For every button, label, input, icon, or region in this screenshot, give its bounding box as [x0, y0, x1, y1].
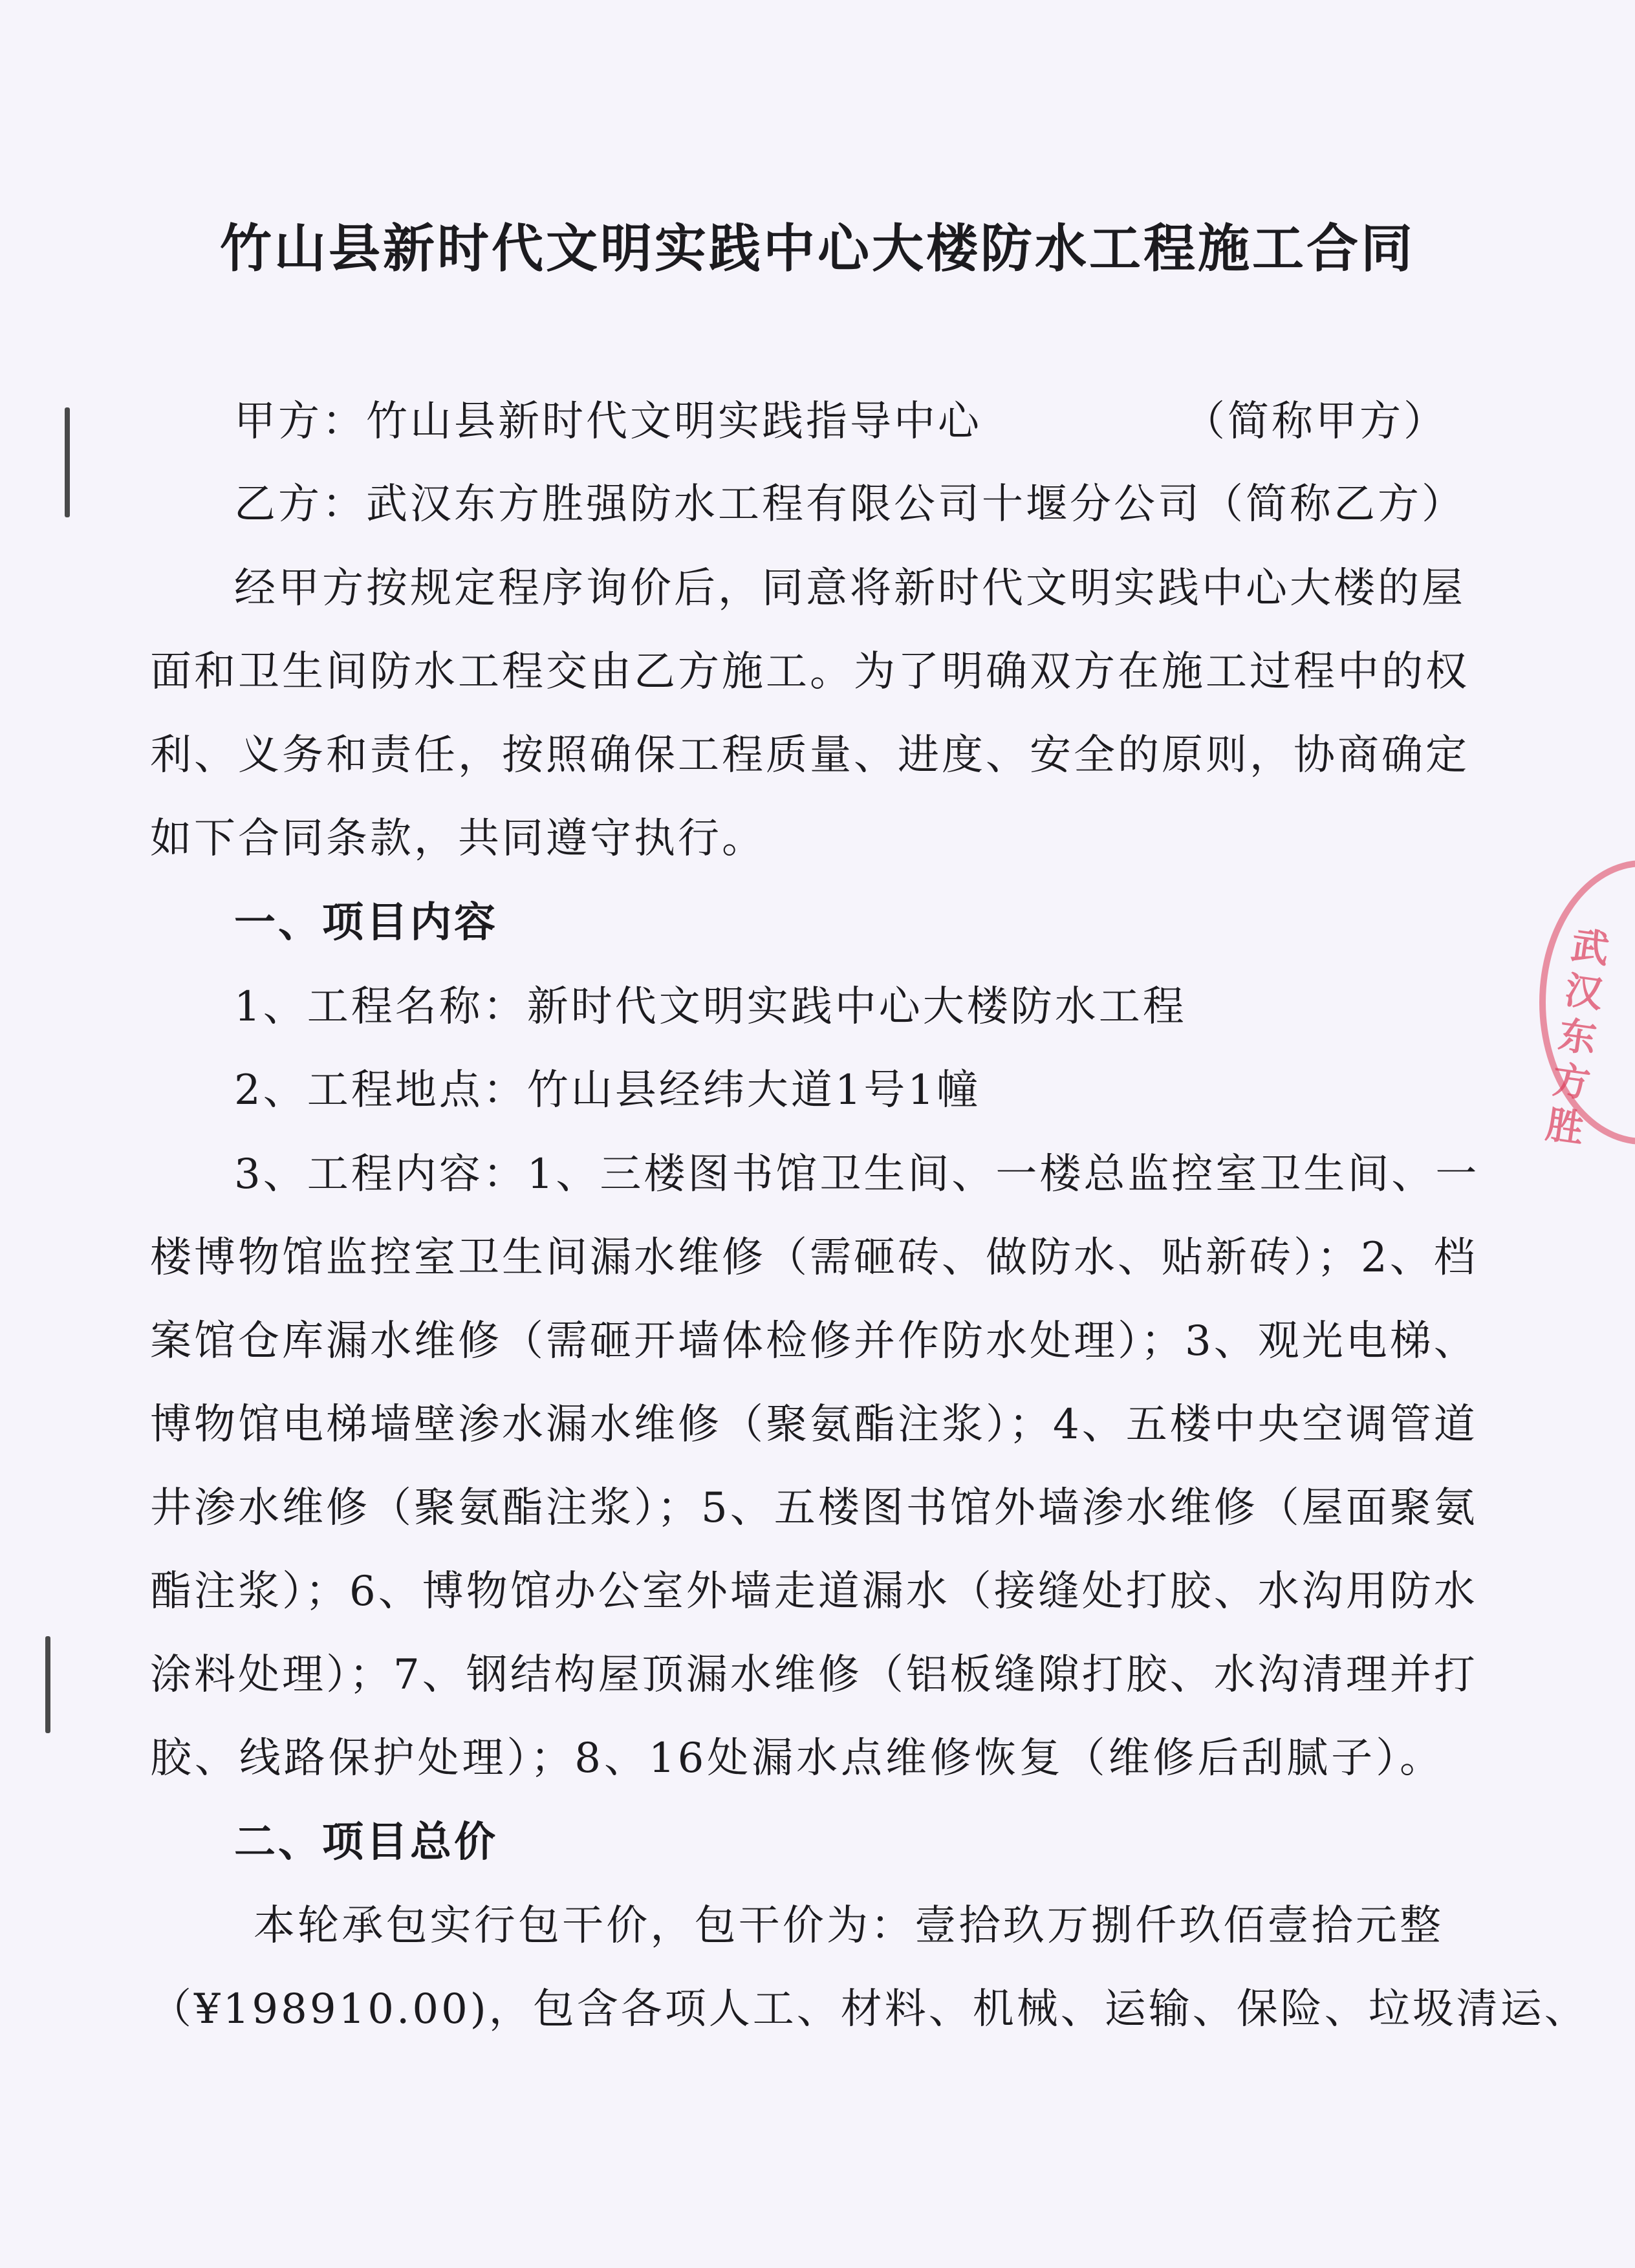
price-line: 本轮承包实行包干价，包干价为：壹拾玖万捌仟玖佰壹拾元整: [254, 1902, 1444, 1950]
intro-line: 利、义务和责任，按照确保工程质量、进度、安全的原则，协商确定: [150, 731, 1469, 779]
company-seal-text: 武汉东方胜: [1543, 923, 1612, 1151]
project-content-line: 博物馆电梯墙壁渗水漏水维修（聚氨酯注浆）；4、五楼中央空调管道: [150, 1401, 1478, 1449]
intro-line: 如下合同条款，共同遵守执行。: [150, 815, 766, 863]
party-a-abbreviation: （简称甲方）: [1184, 398, 1447, 446]
intro-line: 经甲方按规定程序询价后，同意将新时代文明实践中心大楼的屋: [234, 565, 1466, 612]
project-content-line: 酯注浆）；6、博物馆办公室外墙走道漏水（接缝处打胶、水沟用防水: [150, 1568, 1478, 1615]
project-content-line: 3、工程内容：1、三楼图书馆卫生间、一楼总监控室卫生间、一: [234, 1150, 1480, 1198]
section-heading-total-price: 二、项目总价: [234, 1819, 498, 1866]
project-content-line: 井渗水维修（聚氨酯注浆）；5、五楼图书馆外墙渗水维修（屋面聚氨: [150, 1484, 1478, 1532]
party-b-line: 乙方：武汉东方胜强防水工程有限公司十堰分公司（简称乙方）: [234, 481, 1466, 528]
price-line: （¥198910.00)，包含各项人工、材料、机械、运输、保险、垃圾清运、: [150, 1985, 1588, 2033]
section-heading-project-content: 一、项目内容: [234, 899, 498, 947]
intro-line: 面和卫生间防水工程交由乙方施工。为了明确双方在施工过程中的权: [150, 648, 1469, 696]
project-content-line: 楼博物馆监控室卫生间漏水维修（需砸砖、做防水、贴新砖）；2、档: [150, 1234, 1478, 1282]
binding-hole-mark-bottom: [45, 1636, 50, 1733]
project-location-line: 2、工程地点：竹山县经纬大道1号1幢: [234, 1066, 981, 1114]
project-content-line: 胶、线路保护处理）；8、16处漏水点维修恢复（维修后刮腻子）。: [150, 1734, 1444, 1782]
project-name-line: 1、工程名称：新时代文明实践中心大楼防水工程: [234, 983, 1187, 1031]
party-a-line: 甲方：竹山县新时代文明实践指导中心: [234, 398, 982, 446]
binding-hole-mark-top: [65, 407, 70, 517]
contract-title: 竹山县新时代文明实践中心大楼防水工程施工合同: [220, 219, 1415, 279]
project-content-line: 涂料处理）；7、钢结构屋顶漏水维修（铝板缝隙打胶、水沟清理并打: [150, 1651, 1478, 1699]
project-content-line: 案馆仓库漏水维修（需砸开墙体检修并作防水处理）；3、观光电梯、: [150, 1317, 1478, 1365]
